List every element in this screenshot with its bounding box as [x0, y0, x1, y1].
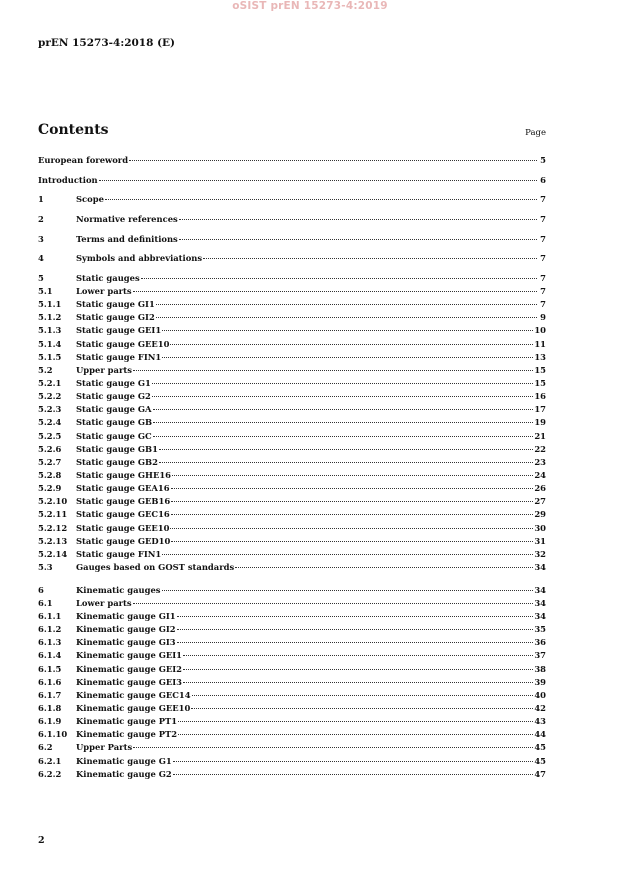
- toc-entry-page: 7: [540, 194, 546, 205]
- toc-entry-page: 15: [534, 377, 546, 388]
- toc-entry-page: 44: [534, 729, 546, 740]
- toc-entry[interactable]: [38, 253, 546, 266]
- toc-entry-page: 30: [534, 522, 546, 533]
- dot-leader: [105, 199, 537, 200]
- toc-entry-page: 21: [534, 430, 546, 441]
- toc-entry-page: 24: [534, 469, 546, 480]
- toc-entry-title: Lower parts: [76, 597, 132, 608]
- toc-entry-page: 7: [540, 299, 546, 310]
- dot-leader: [171, 514, 534, 515]
- toc-entry-number: 6.1.5: [38, 663, 62, 674]
- toc-entry-page: 22: [534, 443, 546, 454]
- toc-entry[interactable]: [38, 585, 546, 598]
- toc-entry-title: Static gauge GEE10: [76, 338, 170, 349]
- toc-entry-page: 40: [534, 689, 546, 700]
- toc-entry-number: 5.2.1: [38, 377, 62, 388]
- toc-entry-title: Terms and definitions: [76, 233, 178, 244]
- toc-entry-number: 6.1.3: [38, 637, 62, 648]
- dot-leader: [179, 239, 537, 240]
- toc-entry[interactable]: [38, 273, 546, 286]
- toc-entry-page: 13: [534, 351, 546, 362]
- toc-entry-title: Static gauges: [76, 272, 140, 283]
- toc-entry-title: Static gauge GEB16: [76, 496, 171, 507]
- contents-heading: Contents: [38, 122, 109, 138]
- toc-entry[interactable]: [38, 483, 546, 496]
- toc-entry-title: Kinematic gauge GEE10: [76, 702, 191, 713]
- toc-entry-page: 43: [534, 716, 546, 727]
- toc-entry[interactable]: [38, 509, 546, 522]
- dot-leader: [153, 436, 534, 437]
- toc-entry-page: 32: [534, 548, 546, 559]
- dot-leader: [171, 541, 533, 542]
- dot-leader: [170, 528, 533, 529]
- toc-entry[interactable]: [38, 286, 546, 299]
- toc-entry[interactable]: [38, 523, 546, 536]
- toc-entry[interactable]: [38, 690, 546, 703]
- toc-entry-page: 47: [534, 768, 546, 779]
- toc-entry[interactable]: [38, 404, 546, 417]
- toc-entry-number: 5.1.2: [38, 312, 62, 323]
- dot-leader: [153, 422, 533, 423]
- toc-entry-number: 6.2: [38, 742, 53, 753]
- dot-leader: [203, 258, 537, 259]
- toc-entry-number: 6.1.4: [38, 650, 62, 661]
- dot-leader: [172, 475, 533, 476]
- toc-entry-title: Kinematic gauge GI1: [76, 610, 176, 621]
- dot-leader: [183, 669, 533, 670]
- toc-entry[interactable]: [38, 431, 546, 444]
- toc-entry-title: Upper parts: [76, 364, 132, 375]
- toc-entry-page: 23: [534, 456, 546, 467]
- toc-entry-title: Static gauge GEC16: [76, 509, 170, 520]
- toc-entry-number: 6.2.1: [38, 755, 62, 766]
- toc-entry-number: 6.1.8: [38, 702, 62, 713]
- toc-entry[interactable]: [38, 175, 546, 188]
- toc-entry-page: 15: [534, 364, 546, 375]
- toc-entry[interactable]: [38, 444, 546, 457]
- toc-entry-number: 5.2.11: [38, 509, 68, 520]
- toc-entry[interactable]: [38, 378, 546, 391]
- toc-entry-page: 9: [540, 312, 546, 323]
- toc-entry-number: 5.2.2: [38, 391, 62, 402]
- toc-entry-title: Static gauge GED10: [76, 535, 171, 546]
- toc-entry[interactable]: [38, 155, 546, 168]
- dot-leader: [162, 590, 534, 591]
- toc-entry-title: Lower parts: [76, 285, 132, 296]
- toc-entry-page: 31: [534, 535, 546, 546]
- toc-entry[interactable]: [38, 339, 546, 352]
- toc-entry-title: Static gauge GA: [76, 404, 152, 415]
- dot-leader: [171, 488, 534, 489]
- dot-leader: [177, 642, 534, 643]
- toc-entry-number: 6.1: [38, 597, 53, 608]
- dot-leader: [153, 409, 534, 410]
- toc-entry[interactable]: [38, 664, 546, 677]
- toc-entry-title: Kinematic gauge GEC14: [76, 689, 191, 700]
- toc-entry-number: 6.1.10: [38, 729, 68, 740]
- toc-entry-page: 34: [534, 610, 546, 621]
- dot-leader: [133, 747, 533, 748]
- toc-entry-page: 10: [534, 325, 546, 336]
- toc-entry-title: Static gauge FIN1: [76, 351, 162, 362]
- toc-entry-title: Kinematic gauge GI2: [76, 624, 176, 635]
- toc-entry[interactable]: [38, 703, 546, 716]
- toc-entry[interactable]: [38, 650, 546, 663]
- toc-entry[interactable]: [38, 312, 546, 325]
- toc-entry-page: 7: [540, 272, 546, 283]
- dot-leader: [178, 734, 533, 735]
- toc-entry-number: 5.2.8: [38, 469, 62, 480]
- toc-entry[interactable]: [38, 365, 546, 378]
- toc-entry-number: 5.2.7: [38, 456, 62, 467]
- toc-entry-number: 6.1.6: [38, 676, 62, 687]
- toc-entry-page: 42: [534, 702, 546, 713]
- toc-entry-number: 5.3: [38, 561, 53, 572]
- toc-entry-page: 7: [540, 253, 546, 264]
- toc-entry-number: 5.1.4: [38, 338, 62, 349]
- toc-entry-title: Static gauge GEA16: [76, 483, 170, 494]
- toc-entry-number: 6.2.2: [38, 768, 62, 779]
- toc-entry-title: Upper Parts: [76, 742, 133, 753]
- toc-entry-title: Normative references: [76, 213, 178, 224]
- toc-entry-page: 7: [540, 213, 546, 224]
- dot-leader: [99, 180, 537, 181]
- toc-entry[interactable]: [38, 352, 546, 365]
- toc-entry-page: 35: [534, 624, 546, 635]
- toc-entry-title: Kinematic gauge PT1: [76, 716, 178, 727]
- toc-entry-page: 34: [534, 597, 546, 608]
- toc-entry-title: Static gauge GEE10: [76, 522, 170, 533]
- toc-entry[interactable]: [38, 417, 546, 430]
- toc-entry-title: Kinematic gauge G1: [76, 755, 172, 766]
- toc-entry-number: 5.2.4: [38, 417, 62, 428]
- dot-leader: [177, 629, 534, 630]
- toc-entry-number: 5.2.3: [38, 404, 62, 415]
- toc-entry-number: 5.2.12: [38, 522, 68, 533]
- dot-leader: [183, 655, 533, 656]
- toc-entry[interactable]: [38, 637, 546, 650]
- toc-entry-title: Static gauge GEI1: [76, 325, 162, 336]
- toc-entry[interactable]: [38, 214, 546, 227]
- page-number: 2: [38, 835, 45, 846]
- toc-entry-number: 5.1.1: [38, 299, 62, 310]
- toc-entry[interactable]: [38, 562, 546, 575]
- dot-leader: [177, 616, 534, 617]
- toc-entry[interactable]: [38, 457, 546, 470]
- toc-entry-title: Static gauge FIN1: [76, 548, 162, 559]
- dot-leader: [170, 344, 533, 345]
- dot-leader: [178, 721, 533, 722]
- dot-leader: [159, 462, 533, 463]
- toc-entry-page: 45: [534, 755, 546, 766]
- toc-entry-number: 5.2.13: [38, 535, 68, 546]
- toc-entry-title: Kinematic gauge GEI2: [76, 663, 182, 674]
- toc-entry[interactable]: [38, 742, 546, 755]
- toc-entry-number: 6.1.2: [38, 624, 62, 635]
- toc-entry-title: Kinematic gauge G2: [76, 768, 172, 779]
- toc-entry[interactable]: [38, 729, 546, 742]
- toc-entry-title: Symbols and abbreviations: [76, 253, 203, 264]
- toc-entry-page: 39: [534, 676, 546, 687]
- toc-entry-page: 7: [540, 285, 546, 296]
- toc-entry-number: 6.1.1: [38, 610, 62, 621]
- toc-entry[interactable]: [38, 536, 546, 549]
- table-of-contents: [38, 155, 546, 782]
- toc-entry-number: 6.1.7: [38, 689, 62, 700]
- dot-leader: [162, 357, 533, 358]
- toc-entry-title: Static gauge GI2: [76, 312, 155, 323]
- toc-entry[interactable]: [38, 716, 546, 729]
- toc-entry-title: European foreword: [38, 155, 129, 165]
- toc-entry-page: 17: [534, 404, 546, 415]
- toc-entry[interactable]: [38, 769, 546, 782]
- toc-entry-title: Static gauge GHE16: [76, 469, 171, 480]
- dot-leader: [152, 383, 533, 384]
- toc-entry[interactable]: [38, 611, 546, 624]
- toc-entry-title: Static gauge G1: [76, 377, 151, 388]
- toc-entry-number: 1: [38, 194, 44, 205]
- dot-leader: [159, 449, 533, 450]
- toc-entry-page: 27: [534, 496, 546, 507]
- toc-entry-page: 6: [540, 174, 546, 185]
- toc-entry[interactable]: [38, 496, 546, 509]
- toc-entry-number: 5.2.9: [38, 483, 62, 494]
- toc-entry[interactable]: [38, 391, 546, 404]
- toc-entry-title: Static gauge GB: [76, 417, 153, 428]
- toc-entry-number: 5: [38, 272, 44, 283]
- dot-leader: [162, 554, 533, 555]
- toc-entry-page: 36: [534, 637, 546, 648]
- toc-entry-number: 5.2.10: [38, 496, 68, 507]
- dot-leader: [133, 370, 533, 371]
- dot-leader: [141, 278, 537, 279]
- toc-entry[interactable]: [38, 549, 546, 562]
- toc-entry-title: Static gauge GC: [76, 430, 152, 441]
- toc-entry-page: 5: [540, 155, 546, 165]
- toc-entry-page: 7: [540, 233, 546, 244]
- toc-entry-number: 2: [38, 213, 44, 224]
- dot-leader: [133, 603, 534, 604]
- dot-leader: [173, 761, 534, 762]
- dot-leader: [179, 219, 537, 220]
- toc-entry-title: Introduction: [38, 174, 98, 185]
- dot-leader: [152, 396, 533, 397]
- toc-entry-number: 6.1.9: [38, 716, 62, 727]
- toc-entry-page: 34: [534, 561, 546, 572]
- dot-leader: [235, 567, 533, 568]
- toc-entry[interactable]: [38, 299, 546, 312]
- toc-entry-page: 37: [534, 650, 546, 661]
- toc-entry-title: Static gauge GB1: [76, 443, 158, 454]
- toc-entry-page: 26: [534, 483, 546, 494]
- dot-leader: [156, 317, 537, 318]
- toc-entry-title: Kinematic gauge GEI1: [76, 650, 182, 661]
- toc-entry-number: 3: [38, 233, 44, 244]
- toc-entry-page: 38: [534, 663, 546, 674]
- toc-entry-title: Kinematic gauge GI3: [76, 637, 176, 648]
- toc-entry-number: 5.2.14: [38, 548, 68, 559]
- toc-entry-title: Scope: [76, 194, 104, 205]
- dot-leader: [173, 774, 534, 775]
- toc-entry-page: 45: [534, 742, 546, 753]
- toc-entry-number: 5.1.5: [38, 351, 62, 362]
- toc-entry[interactable]: [38, 234, 546, 247]
- toc-entry[interactable]: [38, 756, 546, 769]
- dot-leader: [129, 160, 537, 161]
- toc-entry-title: Kinematic gauge GEI3: [76, 676, 182, 687]
- toc-entry[interactable]: [38, 598, 546, 611]
- toc-entry-title: Static gauge GI1: [76, 299, 155, 310]
- toc-entry-number: 6: [38, 584, 44, 595]
- toc-entry-title: Gauges based on GOST standards: [76, 561, 235, 572]
- toc-entry-number: 4: [38, 253, 44, 264]
- toc-entry-page: 19: [534, 417, 546, 428]
- toc-entry-number: 5.2: [38, 364, 53, 375]
- page-column-label: Page: [525, 128, 546, 138]
- dot-leader: [183, 682, 533, 683]
- toc-entry[interactable]: [38, 194, 546, 207]
- toc-entry[interactable]: [38, 325, 546, 338]
- dot-leader: [191, 708, 533, 709]
- dot-leader: [156, 304, 537, 305]
- toc-entry-number: 5.1.3: [38, 325, 62, 336]
- toc-entry-number: 5.2.6: [38, 443, 62, 454]
- dot-leader: [133, 291, 537, 292]
- toc-entry-page: 16: [534, 391, 546, 402]
- dot-leader: [162, 330, 533, 331]
- toc-entry-number: 5.2.5: [38, 430, 62, 441]
- toc-entry-page: 29: [534, 509, 546, 520]
- document-id: prEN 15273-4:2018 (E): [38, 37, 176, 49]
- toc-entry[interactable]: [38, 677, 546, 690]
- dot-leader: [192, 695, 534, 696]
- toc-entry-page: 11: [534, 338, 546, 349]
- toc-entry[interactable]: [38, 624, 546, 637]
- dot-leader: [171, 501, 533, 502]
- toc-entry[interactable]: [38, 470, 546, 483]
- toc-entry-title: Kinematic gauges: [76, 584, 161, 595]
- toc-entry-title: Static gauge G2: [76, 391, 151, 402]
- toc-entry-page: 34: [534, 584, 546, 595]
- toc-entry-title: Static gauge GB2: [76, 456, 158, 467]
- watermark: oSIST prEN 15273-4:2019: [232, 0, 388, 12]
- toc-entry-title: Kinematic gauge PT2: [76, 729, 178, 740]
- toc-entry-number: 5.1: [38, 285, 53, 296]
